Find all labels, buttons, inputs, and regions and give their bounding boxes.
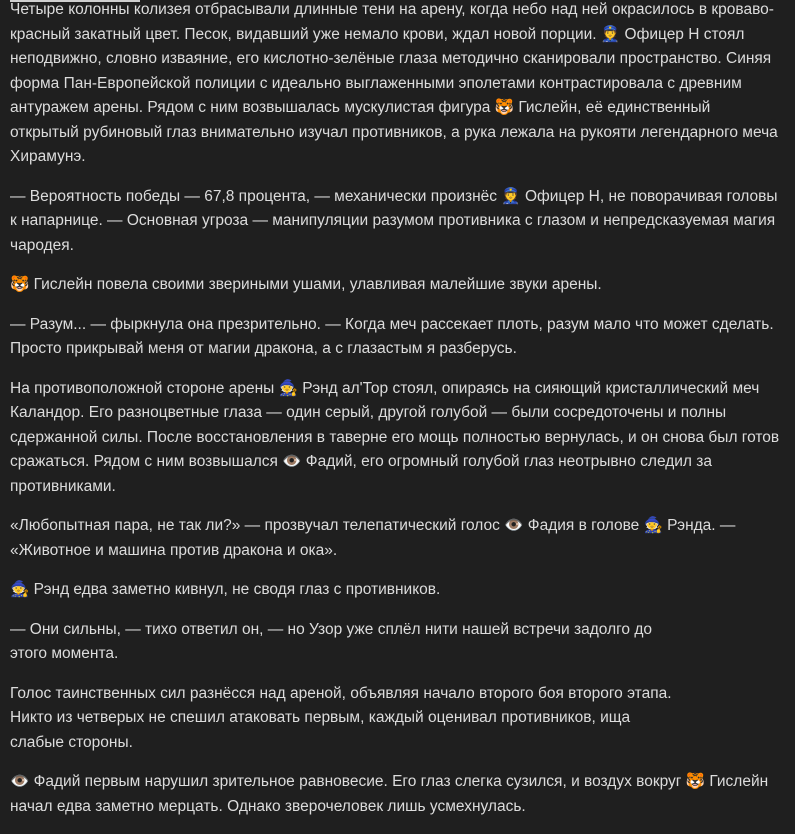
- paragraph-5: На противоположной стороне арены 🧙 Рэнд ал'Тор стоял, опираясь на сияющий кристаллический меч Каландор. Его разноцветные глаза — один серый, другой голубой — были сосредоточены и полны сдержанной силы. После восстановления в таверне его мощь полностью вернулась, и он снова был готов сражаться. Рядом с ним возвышался 👁️ Фадий, его огромный голубой глаз неотрывно следил за противниками.: [10, 379, 784, 495]
- paragraph-6: «Любопытная пара, не так ли?» — прозвучал телепатический голос 👁️ Фадия в голове 🧙 Рэнда. — «Животное и машина против дракона и ока».: [10, 517, 740, 559]
- paragraph-10: 👁️ Фадий первым нарушил зрительное равновесие. Его глаз слегка сузился, и воздух вокруг 🐯 Гислейн начал едва заметно мерцать. Однако зверочеловек лишь усмехнулась.: [10, 773, 773, 815]
- paragraph-9: Голос таинственных сил разнёсся над ареной, объявляя начало второго боя второго этапа. Никто из четверых не спешил атаковать первым, каждый оценивал противников, ища слабые стороны.: [10, 684, 672, 751]
- paragraph-8: — Они сильны, — тихо ответил он, — но Узор уже сплёл нити нашей встречи задолго до этого момента.: [10, 620, 653, 662]
- paragraph-4: — Разум... — фыркнула она презрительно. — Когда меч рассекает плоть, разум мало что может сделать. Просто прикрывай меня от магии дракона, а с глазастым я разберусь.: [10, 315, 778, 357]
- story-text: [10, 0, 784, 834]
- paragraph-3: 🐯 Гислейн повела своими звериными ушами, улавливая малейшие звуки арены.: [10, 276, 602, 293]
- paragraph-7: 🧙 Рэнд едва заметно кивнул, не сводя глаз с противников.: [10, 581, 441, 598]
- paragraph-1: Четыре колонны колизея отбрасывали длинные тени на арену, когда небо над ней окрасилось в кроваво-красный закатный цвет. Песок, видавший уже немало крови, ждал новой порции. 👮 Офицер Н стоял неподвижно, словно изваяние, его кислотно-зелёные глаза методично сканировали пространство. Синяя форма Пан-Европейской полиции с идеально выглаженными эполетами контрастировала с древним антуражем арены. Рядом с ним возвышалась мускулистая фигура 🐯 Гислейн, её единственный открытый рубиновый глаз внимательно изучал противников, а рука лежала на рукояти легендарного меча Хирамунэ.: [10, 1, 783, 165]
- paragraph-2: — Вероятность победы — 67,8 процента, — механически произнёс 👮 Офицер Н, не поворачивая головы к напарнице. — Основная угроза — манипуляции разумом противника с глазом и непредсказуемая магия чародея.: [10, 187, 782, 254]
